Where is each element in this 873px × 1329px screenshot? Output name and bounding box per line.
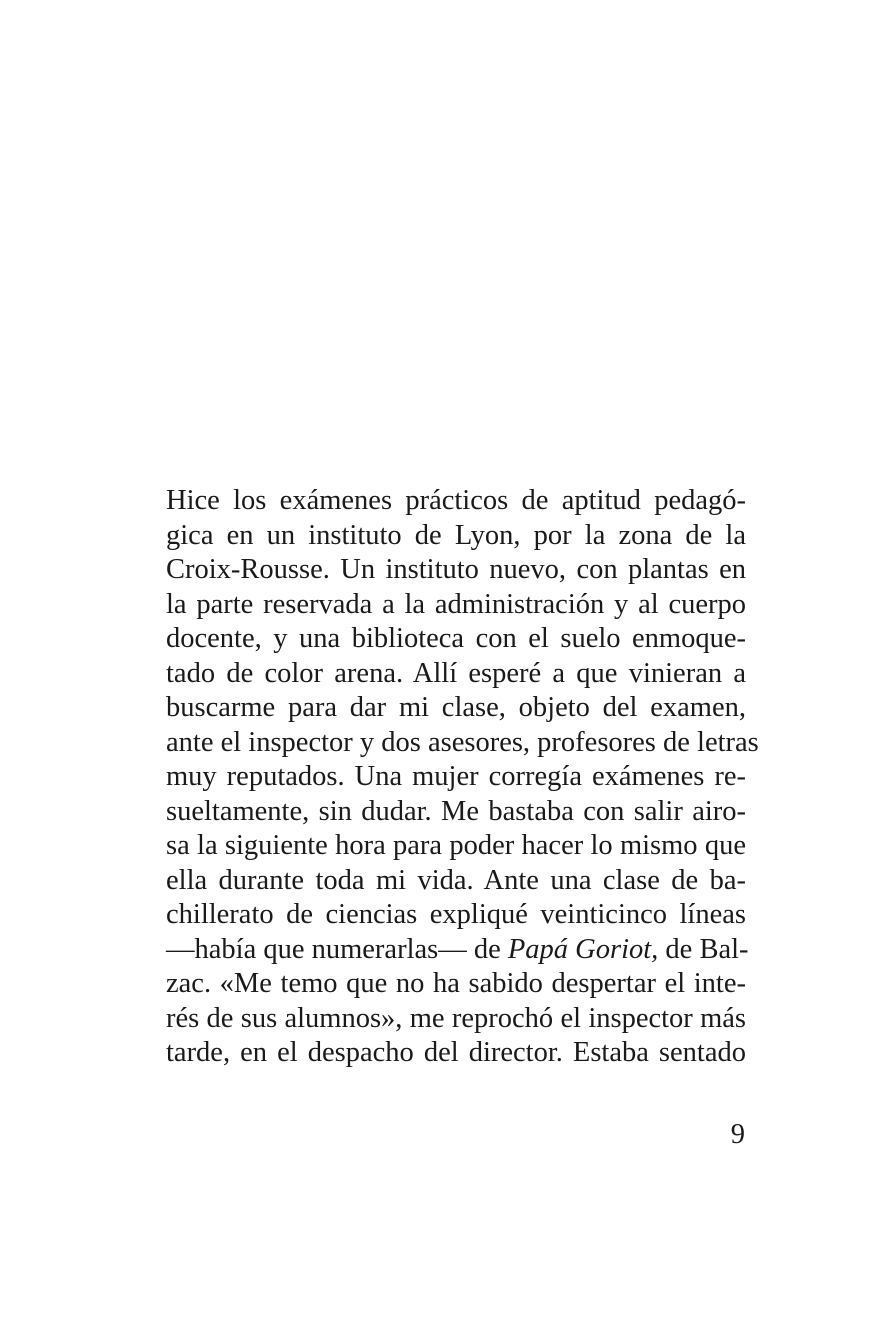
text-line: muy reputados. Una mujer corregía exámenes re- [166, 761, 746, 792]
text-line: Croix-Rousse. Un instituto nuevo, con plantas en [166, 554, 746, 585]
text-line: tarde, en el despacho del director. Estaba sentado [166, 1037, 746, 1068]
book-title-italic: Papá Goriot, [507, 933, 659, 965]
text-segment: —había que numerarlas— de [166, 933, 508, 965]
text-line: ella durante toda mi vida. Ante una clase de ba- [166, 864, 746, 896]
body-text [166, 484, 759, 1071]
text-line: chillerato de ciencias expliqué veinticinco líneas [166, 899, 746, 930]
text-line-with-italic-title [166, 933, 749, 968]
page-number: 9 [730, 1119, 745, 1150]
text-line: ante el inspector y dos asesores, profesores de letras [166, 726, 759, 758]
text-line: rés de sus alumnos», me reprochó el inspector más [166, 1002, 746, 1034]
text-line: Hice los exámenes prácticos de aptitud pedagó- [166, 485, 746, 516]
text-line: sueltamente, sin dudar. Me bastaba con salir airo- [166, 795, 746, 827]
text-line: docente, y una biblioteca con el suelo enmoque- [166, 623, 746, 654]
text-line: buscarme para dar mi clase, objeto del examen, [166, 692, 746, 723]
text-line: zac. «Me temo que no ha sabido despertar el inte- [166, 968, 746, 999]
text-line: sa la siguiente hora para poder hacer lo mismo que [166, 830, 746, 861]
text-line: tado de color arena. Allí esperé a que vinieran a [166, 657, 746, 689]
text-line: gica en un instituto de Lyon, por la zona de la [166, 519, 746, 551]
text-line: la parte reservada a la administración y al cuerpo [166, 588, 746, 620]
text-segment: de Bal- [658, 933, 749, 965]
